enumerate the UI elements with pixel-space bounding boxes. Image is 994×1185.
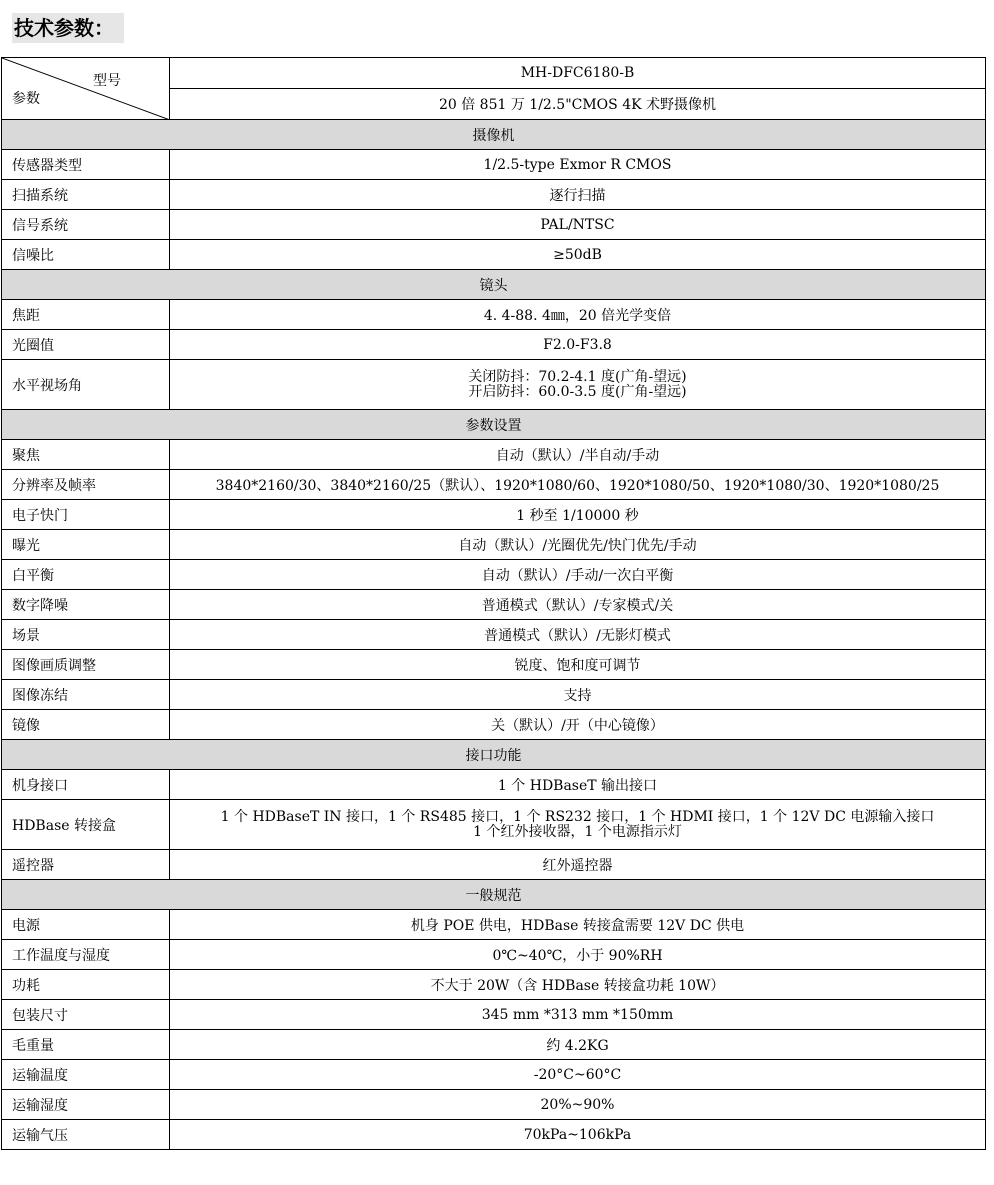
parameter-value: 逐行扫描 [170, 180, 986, 210]
parameter-value: 345 mm *313 mm *150mm [170, 1000, 986, 1030]
model-label: 型号 [93, 73, 121, 89]
parameter-label: 数字降噪 [2, 590, 170, 620]
parameter-label: 运输温度 [2, 1060, 170, 1090]
table-row [2, 330, 986, 360]
parameter-label: 毛重量 [2, 1030, 170, 1060]
parameter-value: 1 个 HDBaseT 输出接口 [170, 770, 986, 800]
parameter-label: 扫描系统 [2, 180, 170, 210]
section-header-row [2, 880, 986, 910]
table-row [2, 500, 986, 530]
parameter-value: -20°C~60°C [170, 1060, 986, 1090]
parameter-label: 电子快门 [2, 500, 170, 530]
parameter-value: 普通模式（默认）/无影灯模式 [170, 620, 986, 650]
parameter-value: 红外遥控器 [170, 850, 986, 880]
table-row [2, 210, 986, 240]
value-line: 1 个红外接收器，1 个电源指示灯 [473, 823, 682, 840]
value-line: 开启防抖：60.0-3.5 度(广角-望远) [468, 383, 687, 400]
table-row [2, 770, 986, 800]
table-row [2, 1090, 986, 1120]
parameter-label: 焦距 [2, 300, 170, 330]
parameter-label: 包装尺寸 [2, 1000, 170, 1030]
table-row [2, 180, 986, 210]
parameter-value: 普通模式（默认）/专家模式/关 [170, 590, 986, 620]
section-header-row [2, 270, 986, 300]
parameter-value: 70kPa~106kPa [170, 1120, 986, 1150]
parameter-label: 信噪比 [2, 240, 170, 270]
value-line: 关闭防抖：70.2-4.1 度(广角-望远) [468, 368, 687, 385]
section-header-row [2, 410, 986, 440]
header-corner-cell [2, 58, 170, 120]
parameter-value: F2.0-F3.8 [170, 330, 986, 360]
table-row [2, 910, 986, 940]
section-title: 接口功能 [2, 740, 986, 770]
parameter-value: 自动（默认）/手动/一次白平衡 [170, 560, 986, 590]
parameter-value: 自动（默认）/光圈优先/快门优先/手动 [170, 530, 986, 560]
parameter-label: HDBase 转接盒 [2, 800, 170, 850]
parameter-value [170, 800, 986, 850]
table-row [2, 440, 986, 470]
parameter-label: 镜像 [2, 710, 170, 740]
parameter-value: 自动（默认）/半自动/手动 [170, 440, 986, 470]
parameter-value: 1 秒至 1/10000 秒 [170, 500, 986, 530]
parameter-label: 运输湿度 [2, 1090, 170, 1120]
parameter-value: 不大于 20W（含 HDBase 转接盒功耗 10W） [170, 970, 986, 1000]
parameter-value: 0℃~40℃，小于 90%RH [170, 940, 986, 970]
parameter-label: 传感器类型 [2, 150, 170, 180]
parameter-label: 分辨率及帧率 [2, 470, 170, 500]
table-row [2, 470, 986, 500]
parameter-value: 机身 POE 供电，HDBase 转接盒需要 12V DC 供电 [170, 910, 986, 940]
table-row [2, 300, 986, 330]
parameter-label: 聚焦 [2, 440, 170, 470]
parameter-label: 场景 [2, 620, 170, 650]
section-title: 镜头 [2, 270, 986, 300]
header-row [2, 58, 986, 89]
parameter-value: PAL/NTSC [170, 210, 986, 240]
table-row [2, 620, 986, 650]
parameter-label: 水平视场角 [2, 360, 170, 410]
parameter-label: 机身接口 [2, 770, 170, 800]
parameter-value: 4. 4-88. 4㎜，20 倍光学变倍 [170, 300, 986, 330]
page-title: 技术参数： [12, 13, 124, 43]
section-title: 参数设置 [2, 410, 986, 440]
parameter-label: 遥控器 [2, 850, 170, 880]
spec-table [1, 57, 986, 1150]
value-line: 1 个 HDBaseT IN 接口，1 个 RS485 接口，1 个 RS232 接口，1 个 HDMI 接口，1 个 12V DC 电源输入接口 [220, 808, 935, 825]
parameter-value: 3840*2160/30、3840*2160/25（默认）、1920*1080/60、1920*1080/50、1920*1080/30、1920*1080/25 [170, 470, 986, 500]
table-row [2, 1030, 986, 1060]
param-label: 参数 [12, 91, 40, 107]
table-row [2, 940, 986, 970]
table-row [2, 710, 986, 740]
table-row [2, 1000, 986, 1030]
section-title: 摄像机 [2, 120, 986, 150]
model-description: 20 倍 851 万 1/2.5"CMOS 4K 术野摄像机 [170, 89, 986, 120]
parameter-label: 信号系统 [2, 210, 170, 240]
parameter-value: 20%~90% [170, 1090, 986, 1120]
parameter-value: 1/2.5-type Exmor R CMOS [170, 150, 986, 180]
parameter-value: ≥50dB [170, 240, 986, 270]
table-row [2, 1060, 986, 1090]
parameter-label: 运输气压 [2, 1120, 170, 1150]
parameter-label: 白平衡 [2, 560, 170, 590]
parameter-value: 锐度、饱和度可调节 [170, 650, 986, 680]
parameter-label: 图像冻结 [2, 680, 170, 710]
table-row [2, 590, 986, 620]
parameter-label: 功耗 [2, 970, 170, 1000]
parameter-label: 曝光 [2, 530, 170, 560]
table-row [2, 650, 986, 680]
table-row [2, 150, 986, 180]
parameter-value: 关（默认）/开（中心镜像） [170, 710, 986, 740]
parameter-value [170, 360, 986, 410]
parameter-label: 图像画质调整 [2, 650, 170, 680]
table-row [2, 530, 986, 560]
section-title: 一般规范 [2, 880, 986, 910]
table-row [2, 560, 986, 590]
section-header-row [2, 740, 986, 770]
table-row [2, 800, 986, 850]
table-row [2, 240, 986, 270]
table-row [2, 360, 986, 410]
section-header-row [2, 120, 986, 150]
table-row [2, 850, 986, 880]
parameter-label: 光圈值 [2, 330, 170, 360]
parameter-label: 工作温度与湿度 [2, 940, 170, 970]
model-name: MH-DFC6180-B [170, 58, 986, 89]
parameter-value: 支持 [170, 680, 986, 710]
parameter-label: 电源 [2, 910, 170, 940]
table-row [2, 970, 986, 1000]
parameter-value: 约 4.2KG [170, 1030, 986, 1060]
table-row [2, 1120, 986, 1150]
table-row [2, 680, 986, 710]
